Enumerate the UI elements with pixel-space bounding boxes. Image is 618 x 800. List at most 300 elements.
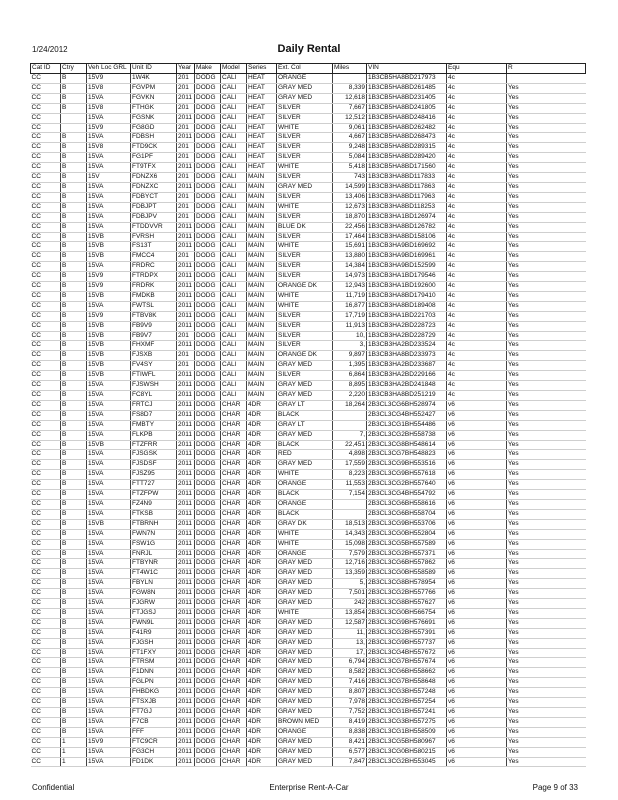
table-cell: 15VA [87, 569, 131, 579]
table-cell: 15V [87, 173, 131, 183]
table-cell: CHAR [221, 698, 247, 708]
table-cell: DODG [195, 361, 221, 371]
table-cell: 13,406 [333, 192, 367, 202]
table-cell: 1B3CB5HA8BD261485 [367, 83, 447, 93]
table-cell: 1B3CB3HA8BD179410 [367, 291, 447, 301]
table-cell: B [61, 321, 87, 331]
table-cell: SILVER [277, 272, 333, 282]
table-cell: CC [31, 559, 61, 569]
table-row [31, 361, 586, 371]
table-cell [507, 74, 586, 84]
table-cell: CC [31, 301, 61, 311]
table-cell: FTIWFL [131, 371, 177, 381]
table-cell: CHAR [221, 470, 247, 480]
table-cell: CC [31, 103, 61, 113]
table-cell: 2011 [177, 490, 195, 500]
table-cell: Yes [507, 182, 586, 192]
table-cell: 4DR [247, 529, 277, 539]
table-cell: DODG [195, 242, 221, 252]
table-cell: 15VB [87, 331, 131, 341]
table-cell: 12,587 [333, 618, 367, 628]
table-cell: 2B3CL3CG9BH553516 [367, 460, 447, 470]
table-cell: 17,719 [333, 311, 367, 321]
table-cell: 4c [447, 123, 507, 133]
table-cell: DODG [195, 490, 221, 500]
table-cell: 242 [333, 599, 367, 609]
table-cell: 4c [447, 212, 507, 222]
table-cell [333, 499, 367, 509]
table-cell: 2011 [177, 757, 195, 767]
table-cell: CC [31, 638, 61, 648]
table-cell: 7,501 [333, 589, 367, 599]
table-cell: FG1PF [131, 153, 177, 163]
table-cell: 2011 [177, 737, 195, 747]
table-row [31, 272, 586, 282]
table-cell: SILVER [277, 321, 333, 331]
table-cell: 11,719 [333, 291, 367, 301]
table-row [31, 460, 586, 470]
table-cell: Yes [507, 400, 586, 410]
table-cell: CALI [221, 212, 247, 222]
table-cell: GRAY MED [277, 361, 333, 371]
table-row [31, 450, 586, 460]
table-cell: CC [31, 698, 61, 708]
table-cell: 2011 [177, 480, 195, 490]
table-row [31, 747, 586, 757]
table-cell: Yes [507, 153, 586, 163]
table-cell: 8,223 [333, 470, 367, 480]
table-cell [333, 410, 367, 420]
table-cell: F41R9 [131, 628, 177, 638]
table-cell: 2B3CL3CG5BH580967 [367, 737, 447, 747]
table-row [31, 688, 586, 698]
table-cell: 4c [447, 74, 507, 84]
table-cell: 14,599 [333, 182, 367, 192]
table-cell: 2,220 [333, 391, 367, 401]
table-cell: ORANGE [277, 549, 333, 559]
table-row [31, 717, 586, 727]
table-cell: v6 [447, 678, 507, 688]
table-cell: 5,418 [333, 163, 367, 173]
table-cell: FZ4N9 [131, 499, 177, 509]
table-cell: FB9V7 [131, 331, 177, 341]
table-cell: CC [31, 688, 61, 698]
table-cell: Yes [507, 569, 586, 579]
table-cell: 2011 [177, 242, 195, 252]
table-cell: FTBV8K [131, 311, 177, 321]
table-cell: CALI [221, 232, 247, 242]
table-cell: v6 [447, 648, 507, 658]
table-cell: DODG [195, 529, 221, 539]
table-cell: B [61, 192, 87, 202]
table-cell: FMCC4 [131, 252, 177, 262]
table-cell: GRAY MED [277, 589, 333, 599]
table-cell: 15VA [87, 608, 131, 618]
table-cell: BROWN MED [277, 717, 333, 727]
table-cell: 15VB [87, 440, 131, 450]
table-cell: v6 [447, 529, 507, 539]
table-cell: 2B3CL3CG2BH557766 [367, 589, 447, 599]
table-cell: FVRSH [131, 232, 177, 242]
table-cell: B [61, 381, 87, 391]
table-cell: 14,384 [333, 262, 367, 272]
table-cell: 2011 [177, 400, 195, 410]
table-cell: SILVER [277, 113, 333, 123]
table-cell: Yes [507, 222, 586, 232]
table-cell: Yes [507, 282, 586, 292]
table-cell: DODG [195, 599, 221, 609]
table-cell: CHAR [221, 480, 247, 490]
table-cell: DODG [195, 262, 221, 272]
table-cell: 2011 [177, 222, 195, 232]
table-row [31, 499, 586, 509]
table-cell: B [61, 688, 87, 698]
table-cell: 4DR [247, 579, 277, 589]
table-cell: v6 [447, 747, 507, 757]
table-cell: B [61, 83, 87, 93]
table-cell: CC [31, 153, 61, 163]
table-cell: 2B3CL3CG8BH578954 [367, 579, 447, 589]
table-cell: v6 [447, 717, 507, 727]
table-cell: 201 [177, 331, 195, 341]
table-cell: B [61, 103, 87, 113]
table-cell: FTSXJB [131, 698, 177, 708]
table-cell: 13,854 [333, 608, 367, 618]
table-cell: 15VA [87, 589, 131, 599]
table-cell: WHITE [277, 470, 333, 480]
table-cell: FJGSH [131, 638, 177, 648]
table-row [31, 232, 586, 242]
table-cell: DODG [195, 113, 221, 123]
table-cell: B [61, 569, 87, 579]
table-cell: B [61, 371, 87, 381]
table-cell [61, 113, 87, 123]
table-cell: FC8YL [131, 391, 177, 401]
table-cell: 2011 [177, 470, 195, 480]
table-row [31, 391, 586, 401]
table-cell: v6 [447, 499, 507, 509]
table-cell: DODG [195, 579, 221, 589]
column-header: Model [221, 64, 247, 74]
table-cell: 2011 [177, 579, 195, 589]
table-cell: B [61, 509, 87, 519]
table-cell: Yes [507, 717, 586, 727]
table-cell: v6 [447, 440, 507, 450]
table-cell: CHAR [221, 599, 247, 609]
table-cell: CALI [221, 74, 247, 84]
table-cell: MAIN [247, 361, 277, 371]
table-cell: 2B3CL3CG0BH566754 [367, 608, 447, 618]
table-cell: B [61, 93, 87, 103]
table-cell: CHAR [221, 490, 247, 500]
table-cell: MAIN [247, 311, 277, 321]
table-cell: B [61, 599, 87, 609]
table-cell: B [61, 717, 87, 727]
table-cell: B [61, 311, 87, 321]
table-cell: 15VB [87, 341, 131, 351]
table-cell: 2B3CL3CG6BH558704 [367, 509, 447, 519]
table-cell: 11, [333, 628, 367, 638]
table-cell: WHITE [277, 202, 333, 212]
table-row [31, 608, 586, 618]
table-cell: FTKSB [131, 509, 177, 519]
table-cell: 15VA [87, 262, 131, 272]
table-row [31, 371, 586, 381]
report-date: 1/24/2012 [32, 45, 68, 54]
table-cell: 2011 [177, 708, 195, 718]
table-cell: 4DR [247, 747, 277, 757]
table-cell: DODG [195, 737, 221, 747]
table-cell: 2011 [177, 509, 195, 519]
table-cell: 2B3CL3CG6BH558616 [367, 499, 447, 509]
table-cell: 1B3CB3HA1BD192600 [367, 282, 447, 292]
table-cell: CHAR [221, 678, 247, 688]
table-cell: BLACK [277, 490, 333, 500]
table-cell: 1B3CB5HA8BD171560 [367, 163, 447, 173]
table-cell: 2011 [177, 698, 195, 708]
table-cell: FSW1G [131, 539, 177, 549]
table-cell: DODG [195, 559, 221, 569]
table-row [31, 757, 586, 767]
table-cell: DODG [195, 678, 221, 688]
table-cell: FDBSH [131, 133, 177, 143]
table-cell: CC [31, 490, 61, 500]
table-cell: 2B3CL3CG8BH548614 [367, 440, 447, 450]
table-cell: CC [31, 222, 61, 232]
table-cell: B [61, 391, 87, 401]
table-cell: CC [31, 272, 61, 282]
table-cell: 15VA [87, 460, 131, 470]
table-cell: 2B3CL3CG6BH557862 [367, 559, 447, 569]
table-cell: B [61, 648, 87, 658]
table-cell: CHAR [221, 539, 247, 549]
table-cell: 2011 [177, 381, 195, 391]
table-cell: 15VA [87, 658, 131, 668]
table-cell: 7,978 [333, 698, 367, 708]
table-cell: FGVKN [131, 93, 177, 103]
table-cell: GRAY MED [277, 757, 333, 767]
table-cell: WHITE [277, 529, 333, 539]
table-cell: Yes [507, 529, 586, 539]
table-cell: DODG [195, 569, 221, 579]
table-cell: MAIN [247, 301, 277, 311]
table-row [31, 708, 586, 718]
table-cell: 7,847 [333, 757, 367, 767]
table-cell: 9,248 [333, 143, 367, 153]
table-cell: GRAY MED [277, 648, 333, 658]
table-cell: DODG [195, 282, 221, 292]
table-cell: 2011 [177, 232, 195, 242]
table-cell: 7, [333, 430, 367, 440]
table-cell: FD1DK [131, 757, 177, 767]
table-cell: HEAT [247, 113, 277, 123]
table-cell: 201 [177, 361, 195, 371]
table-cell: 2011 [177, 608, 195, 618]
table-cell: GRAY MED [277, 668, 333, 678]
table-cell: GRAY MED [277, 618, 333, 628]
table-cell: B [61, 539, 87, 549]
table-cell: CALI [221, 282, 247, 292]
table-cell: CHAR [221, 668, 247, 678]
table-cell: 15VB [87, 242, 131, 252]
table-cell: CC [31, 143, 61, 153]
table-cell: SILVER [277, 153, 333, 163]
table-cell: 15VA [87, 678, 131, 688]
table-cell: CHAR [221, 440, 247, 450]
table-cell: v6 [447, 618, 507, 628]
table-cell: 2011 [177, 688, 195, 698]
table-cell: CC [31, 618, 61, 628]
table-cell: 3, [333, 341, 367, 351]
table-cell: v6 [447, 569, 507, 579]
table-cell: B [61, 361, 87, 371]
table-cell: 8,582 [333, 668, 367, 678]
report-title: Daily Rental [277, 43, 341, 55]
table-cell: 4c [447, 113, 507, 123]
table-cell: FRTCJ [131, 400, 177, 410]
table-cell: GRAY MED [277, 460, 333, 470]
table-cell: v6 [447, 599, 507, 609]
table-cell: DODG [195, 153, 221, 163]
table-cell: MAIN [247, 291, 277, 301]
table-cell: 15V8 [87, 83, 131, 93]
table-cell: DODG [195, 688, 221, 698]
table-cell: B [61, 589, 87, 599]
table-cell: MAIN [247, 381, 277, 391]
table-cell: 4DR [247, 440, 277, 450]
table-row [31, 143, 586, 153]
table-cell: CHAR [221, 727, 247, 737]
table-cell: 2B3CL3CG2BH557371 [367, 549, 447, 559]
table-cell: Yes [507, 351, 586, 361]
table-cell: CC [31, 708, 61, 718]
table-cell: DODG [195, 381, 221, 391]
table-cell: 15VA [87, 539, 131, 549]
table-cell: CALI [221, 242, 247, 252]
table-cell: DODG [195, 182, 221, 192]
table-cell: GRAY DK [277, 519, 333, 529]
table-cell: CC [31, 391, 61, 401]
table-cell: DODG [195, 74, 221, 84]
table-cell: 1B3CB3HA8BD117963 [367, 192, 447, 202]
table-cell: Yes [507, 202, 586, 212]
table-row [31, 579, 586, 589]
column-header: R [507, 64, 586, 74]
table-cell: CALI [221, 381, 247, 391]
table-cell: 1B3CB3HA2BD228729 [367, 331, 447, 341]
table-cell: DODG [195, 301, 221, 311]
table-cell: DODG [195, 143, 221, 153]
table-cell: Yes [507, 341, 586, 351]
table-cell: GRAY MED [277, 559, 333, 569]
table-cell: SILVER [277, 311, 333, 321]
table-cell: 4DR [247, 608, 277, 618]
table-cell: 2011 [177, 618, 195, 628]
table-cell: 2011 [177, 559, 195, 569]
table-cell: 4DR [247, 648, 277, 658]
table-cell: 4DR [247, 569, 277, 579]
table-cell: FHBDKG [131, 688, 177, 698]
table-cell: CALI [221, 153, 247, 163]
table-cell: FDBJPV [131, 212, 177, 222]
table-row [31, 519, 586, 529]
table-cell: 15VA [87, 708, 131, 718]
table-cell: 7,667 [333, 103, 367, 113]
table-cell: 2B3CL3CG4BH554792 [367, 490, 447, 500]
table-cell: 4c [447, 103, 507, 113]
table-cell: BLUE DK [277, 222, 333, 232]
table-row [31, 410, 586, 420]
table-cell: GRAY MED [277, 182, 333, 192]
table-cell: SILVER [277, 143, 333, 153]
table-cell: DODG [195, 222, 221, 232]
table-cell: 1B3CB3HA1BD179546 [367, 272, 447, 282]
table-cell: 2011 [177, 321, 195, 331]
table-cell: 1B3CB3HA9BD169961 [367, 252, 447, 262]
table-cell: B [61, 133, 87, 143]
table-cell: DODG [195, 648, 221, 658]
table-cell: FTBRNH [131, 519, 177, 529]
table-cell: 5, [333, 579, 367, 589]
table-cell: CHAR [221, 410, 247, 420]
table-cell: CC [31, 93, 61, 103]
table-cell: MAIN [247, 182, 277, 192]
table-cell: 4c [447, 252, 507, 262]
table-cell: 4DR [247, 400, 277, 410]
table-cell: v6 [447, 549, 507, 559]
table-cell: GRAY MED [277, 638, 333, 648]
table-cell: 4DR [247, 757, 277, 767]
table-cell: 15VB [87, 252, 131, 262]
table-cell: GRAY MED [277, 93, 333, 103]
table-cell: CALI [221, 182, 247, 192]
table-cell: B [61, 74, 87, 84]
table-cell: Yes [507, 539, 586, 549]
table-cell: B [61, 499, 87, 509]
table-cell: 15VA [87, 410, 131, 420]
table-cell: 17,559 [333, 460, 367, 470]
table-cell: B [61, 529, 87, 539]
table-cell: v6 [447, 539, 507, 549]
table-cell: 15VB [87, 519, 131, 529]
table-cell: CC [31, 420, 61, 430]
table-cell: 15V9 [87, 282, 131, 292]
table-cell [333, 420, 367, 430]
table-cell: Yes [507, 579, 586, 589]
table-cell: 2B3CL3CG5BH557589 [367, 539, 447, 549]
table-cell: 4c [447, 192, 507, 202]
table-cell: v6 [447, 668, 507, 678]
table-cell: CC [31, 212, 61, 222]
table-cell: FG3CH [131, 747, 177, 757]
table-cell: FJSGSK [131, 450, 177, 460]
table-cell: 201 [177, 143, 195, 153]
table-cell: B [61, 222, 87, 232]
table-cell: 2011 [177, 678, 195, 688]
table-cell: 4DR [247, 559, 277, 569]
table-cell: 2011 [177, 648, 195, 658]
table-cell: 2B3CL3CG7BH558648 [367, 678, 447, 688]
table-cell: FDNZX6 [131, 173, 177, 183]
table-cell: Yes [507, 430, 586, 440]
table-cell: CALI [221, 103, 247, 113]
column-header: Miles [333, 64, 367, 74]
table-cell: 15VA [87, 717, 131, 727]
table-cell: 2011 [177, 113, 195, 123]
table-cell: 4c [447, 153, 507, 163]
table-row [31, 480, 586, 490]
table-cell: FJSXB [131, 351, 177, 361]
